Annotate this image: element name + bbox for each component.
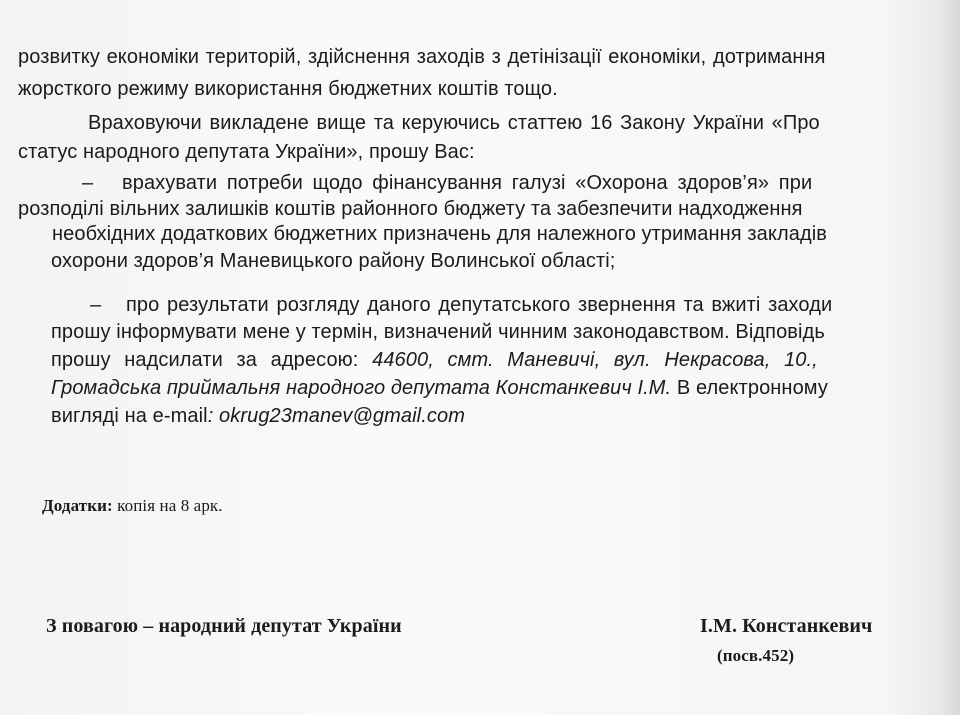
attachments-label: Додатки: bbox=[42, 496, 113, 515]
paragraph-line-10: прошу інформувати мене у термін, визначений чинним законодавством. Відповідь bbox=[51, 321, 825, 343]
signatory-id: (посв.452) bbox=[717, 646, 795, 665]
attachments-line bbox=[42, 494, 223, 518]
paragraph-line-4: статус народного депутата України», прошу Вас: bbox=[18, 141, 475, 163]
address-label: прошу надсилати за адресою: bbox=[51, 349, 359, 371]
page-edge-shadow bbox=[890, 0, 960, 715]
attachments-text: копія на 8 арк. bbox=[117, 496, 223, 515]
address-line bbox=[51, 348, 818, 372]
reception-line bbox=[51, 376, 828, 400]
paragraph-line-6: розподілі вільних залишків коштів районного бюджету та забезпечити надходження bbox=[18, 198, 803, 220]
signatory-name: І.М. Констанкевич bbox=[700, 615, 873, 637]
bullet-item-2-text: про результати розгляду даного депутатського звернення та вжиті заходи bbox=[126, 294, 833, 316]
email-label: вигляді на e-mail bbox=[51, 405, 208, 427]
reception-office: Громадська приймальня народного депутата Констанкевич І.М. bbox=[51, 377, 672, 399]
paragraph-line-2: жорсткого режиму використання бюджетних коштів тощо. bbox=[18, 78, 558, 100]
paragraph-line-3: Враховуючи викладене вище та керуючись статтею 16 Закону України «Про bbox=[88, 112, 820, 134]
bullet-item-1-text: врахувати потреби щодо фінансування галузі «Охорона здоров’я» при bbox=[122, 172, 813, 194]
bullet-dash: – bbox=[82, 172, 94, 194]
bullet-dash: – bbox=[90, 294, 102, 316]
postal-address: 44600, смт. Маневичі, вул. Некрасова, 10., bbox=[372, 349, 818, 371]
paragraph-line-8: охорони здоров’я Маневицького району Волинської області; bbox=[51, 250, 616, 272]
email-line bbox=[51, 404, 465, 428]
electronic-form-text: В електронному bbox=[676, 377, 828, 399]
bullet-item-1-first-line bbox=[82, 171, 812, 195]
email-address: : okrug23manev@gmail.com bbox=[207, 405, 465, 427]
bullet-item-2-first-line bbox=[90, 293, 832, 317]
closing-line: З повагою – народний депутат України bbox=[46, 615, 402, 637]
paragraph-line-1: розвитку економіки територій, здійснення заходів з детінізації економіки, дотримання bbox=[18, 46, 826, 68]
paragraph-line-7: необхідних додаткових бюджетних призначень для належного утримання закладів bbox=[52, 223, 827, 245]
